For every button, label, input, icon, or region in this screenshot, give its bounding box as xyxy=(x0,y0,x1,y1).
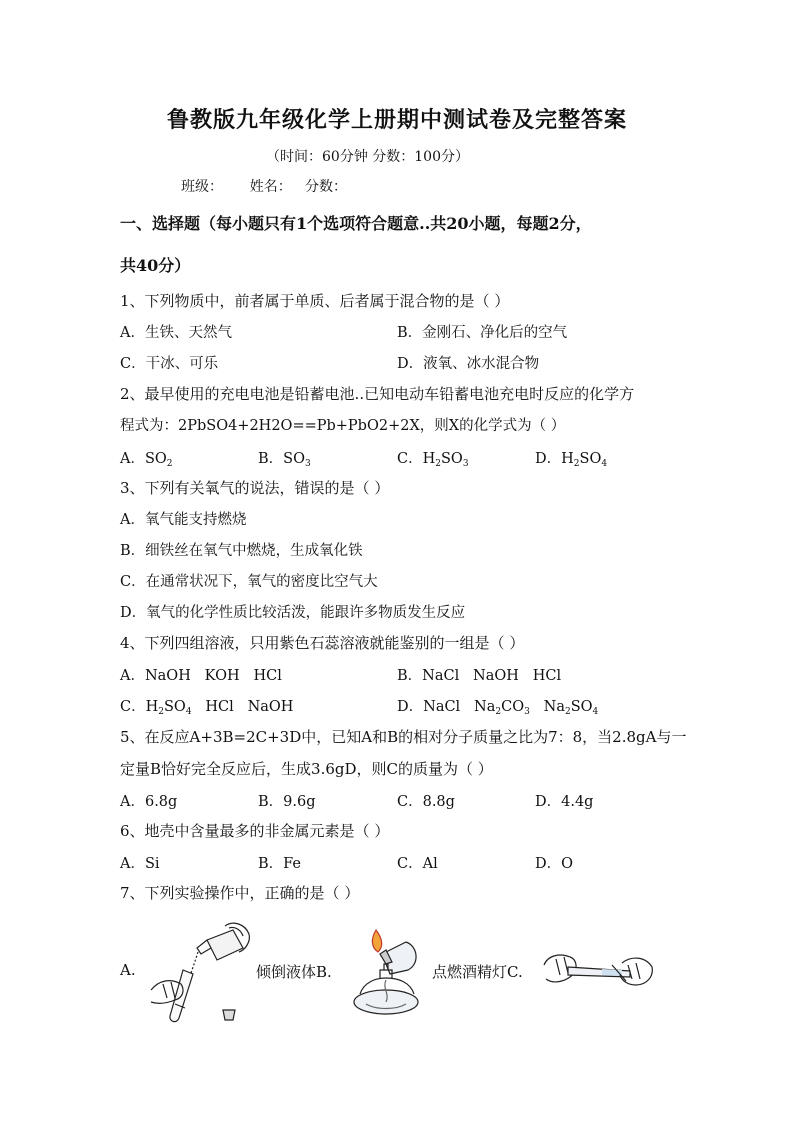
question-3: 3、下列有关氧气的说法，错误的是（ ） xyxy=(120,479,390,497)
question-5-line2: 定量B恰好完全反应后，生成3.6gD，则C的质量为（ ） xyxy=(120,760,493,778)
q3-option-b: B．细铁丝在氧气中燃烧，生成氧化铁 xyxy=(120,543,363,559)
q5-option-b: B．9.6g xyxy=(258,794,316,810)
q7-option-a-caption: 倾倒液体B. xyxy=(256,963,332,981)
q4-option-d: D．NaCl $Na_2CO_3$ $Na_2SO_4$ xyxy=(397,699,599,717)
q6-option-c: C．Al xyxy=(397,856,438,872)
question-2-line2: 程式为：2PbSO4+2H2O==Pb+PbO2+2X，则X的化学式为（ ） xyxy=(120,418,566,434)
q5-option-d: D．4.4g xyxy=(535,794,594,810)
section-heading-line1: 一、选择题（每小题只有1个选项符合题意..共20小题，每题2分， xyxy=(120,214,592,233)
q1-option-c: C．干冰、可乐 xyxy=(120,356,219,372)
q1-option-b: B．金刚石、净化后的空气 xyxy=(397,325,568,341)
heat-test-tube-illustration xyxy=(542,945,656,995)
q3-option-c: C．在通常状况下，氧气的密度比空气大 xyxy=(120,574,378,590)
exam-time-score: （时间：60分钟 分数：100分） xyxy=(266,149,469,165)
q4-option-b: B．NaCl NaOH HCl xyxy=(397,668,562,684)
q3-option-a: A．氧气能支持燃烧 xyxy=(120,512,247,528)
question-5-line1: 5、在反应A+3B=2C+3D中，已知A和B的相对分子质量之比为7：8，当2.8gA与一 xyxy=(120,728,687,746)
q6-option-a: A．Si xyxy=(120,856,160,872)
q5-option-c: C．8.8g xyxy=(397,794,455,810)
student-info-line: 班级： 姓名： 分数： xyxy=(181,179,348,195)
q4-option-a: A．NaOH KOH HCl xyxy=(120,668,282,684)
q2-option-b: B．$SO_3$ xyxy=(258,451,311,469)
question-4: 4、下列四组溶液，只用紫色石蕊溶液就能鉴别的一组是（ ） xyxy=(120,634,525,652)
q7-option-b-caption: 点燃酒精灯C. xyxy=(432,963,523,981)
q3-option-d: D．氧气的化学性质比较活泼，能跟许多物质发生反应 xyxy=(120,605,466,621)
q2-option-c: C．$H_2SO_3$ xyxy=(397,451,469,469)
question-1: 1、下列物质中，前者属于单质、后者属于混合物的是（ ） xyxy=(120,292,510,310)
q6-option-b: B．Fe xyxy=(258,856,302,872)
q1-option-a: A．生铁、天然气 xyxy=(120,325,232,341)
pour-liquid-illustration xyxy=(145,918,253,1026)
q4-option-c: C．$H_2SO_4$ HCl NaOH xyxy=(120,699,294,717)
question-2-line1: 2、最早使用的充电电池是铅蓄电池..已知电动车铅蓄电池充电时反应的化学方 xyxy=(120,385,635,403)
light-alcohol-lamp-illustration xyxy=(346,924,428,1020)
page-title: 鲁教版九年级化学上册期中测试卷及完整答案 xyxy=(166,107,627,133)
q5-option-a: A．6.8g xyxy=(120,794,178,810)
section-heading-line2: 共40分） xyxy=(120,256,191,275)
question-6: 6、地壳中含量最多的非金属元素是（ ） xyxy=(120,822,390,840)
question-7: 7、下列实验操作中，正确的是（ ） xyxy=(120,884,360,902)
q6-option-d: D．O xyxy=(535,856,574,872)
q7-option-a-label: A. xyxy=(120,961,136,979)
q2-option-d: D．$H_2SO_4$ xyxy=(535,451,608,469)
q1-option-d: D．液氧、冰水混合物 xyxy=(397,356,540,372)
q2-option-a: A．$SO_2$ xyxy=(120,451,173,469)
